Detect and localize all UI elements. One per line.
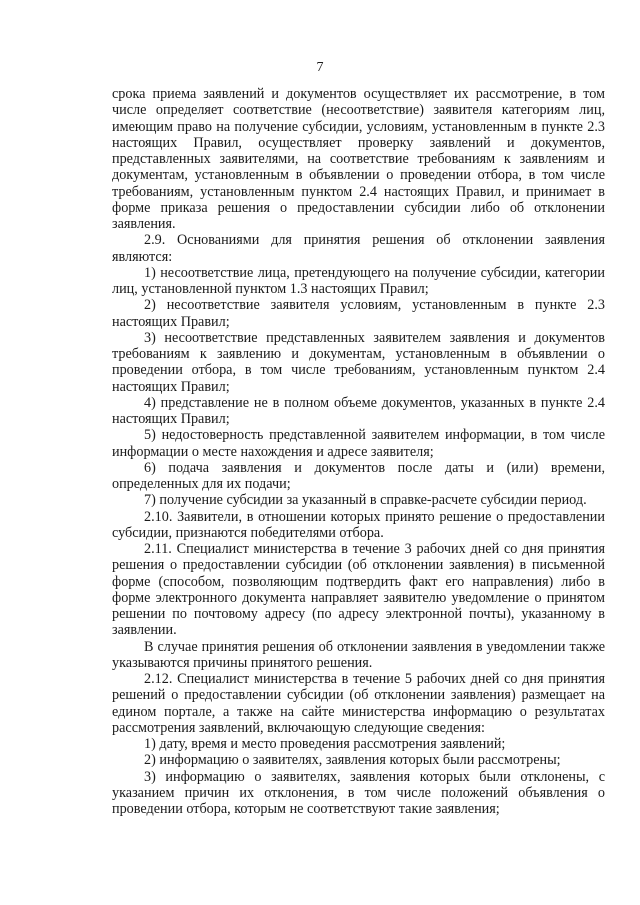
list-item-2-9-3: 3) несоответствие представленных заявителем заявления и документов требованиям к заявлению и документам, установленным в объявлении о проведении отбора, в том числе требованиям, установленным пунктом 2.4 настоящих Правил; [112, 329, 605, 395]
paragraph-2-12: 2.12. Специалист министерства в течение 5 рабочих дней со дня принятия решений о предоставлении субсидии (об отклонении заявления) размещает на едином портале, а также на сайте министерства информацию о результатах рассмотрения заявлений, включающую следующие сведения: [112, 671, 605, 736]
list-item-2-9-5: 5) недостоверность представленной заявителем информации, в том числе информации о месте нахождения и адресе заявителя; [112, 427, 605, 460]
list-item-2-12-2: 2) информацию о заявителях, заявления которых были рассмотрены; [144, 752, 561, 769]
paragraph-2-11: 2.11. Специалист министерства в течение 3 рабочих дней со дня принятия решения о предоставлении субсидии (об отклонении заявления) в письменной форме (способом, позволяющим подтвердить факт его направления) либо в форме электронного документа направляет заявителю уведомление о принятом решении по почтовому адресу (по адресу электронной почты), указанному в заявлении. [112, 541, 605, 639]
paragraph-2-11-note: В случае принятия решения об отклонении заявления в уведомлении также указываются причины принятого решения. [112, 638, 605, 671]
list-item-2-9-4: 4) представление не в полном объеме документов, указанных в пункте 2.4 настоящих Правил; [112, 394, 605, 427]
list-item-2-9-2: 2) несоответствие заявителя условиям, установленным в пункте 2.3 настоящих Правил; [112, 297, 605, 330]
list-item-2-9-7: 7) получение субсидии за указанный в справке-расчете субсидии период. [144, 492, 587, 509]
document-body [112, 86, 605, 817]
list-item-2-9-6: 6) подача заявления и документов после даты и (или) времени, определенных для их подачи; [112, 459, 605, 492]
list-item-2-12-3: 3) информацию о заявителях, заявления которых были отклонены, с указанием причин их отклонения, в том числе положений объявления о проведении отбора, которым не соответствуют такие заявления; [112, 768, 605, 817]
paragraph-2-10: 2.10. Заявители, в отношении которых принято решение о предоставлении субсидии, признаются победителями отбора. [112, 508, 605, 541]
page-number: 7 [316, 60, 324, 75]
paragraph-2-9: 2.9. Основаниями для принятия решения об отклонении заявления являются: [112, 232, 605, 265]
list-item-2-9-1: 1) несоответствие лица, претендующего на получение субсидии, категории лиц, установленной пунктом 1.3 настоящих Правил; [112, 264, 605, 297]
list-item-2-12-1: 1) дату, время и место проведения рассмотрения заявлений; [144, 736, 506, 752]
paragraph-continuation: срока приема заявлений и документов осуществляет их рассмотрение, в том числе определяет соответствие (несоответствие) заявителя категориям лиц, имеющим право на получение субсидии, условиям, установленным в пункте 2.3 настоящих Правил, осуществляет проверку заявлений и документов, представленных заявителями, на соответствие требованиям к заявлениям и документам, установленным в объявлении о проведении отбора, в том числе требованиям, установленным пунктом 2.4 настоящих Правил, и принимает в форме приказа решения о предоставлении субсидии либо об отклонении заявления. [112, 86, 605, 232]
